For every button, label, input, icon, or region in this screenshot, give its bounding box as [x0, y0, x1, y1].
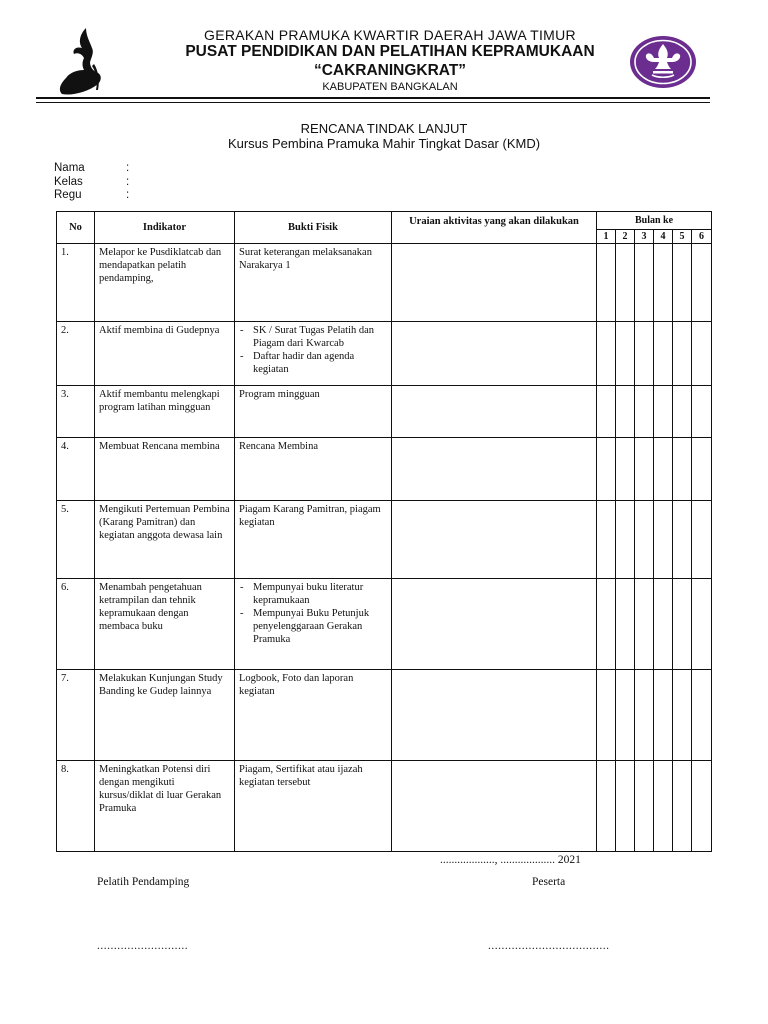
- cell-month[interactable]: [616, 386, 635, 438]
- header-month: 4: [654, 230, 673, 244]
- header-uraian: Uraian aktivitas yang akan dilakukan: [392, 212, 597, 244]
- cell-indikator: Aktif membina di Gudepnya: [95, 322, 235, 386]
- cell-no: 7.: [57, 670, 95, 761]
- bukti-item: - SK / Surat Tugas Pelatih dan Piagam dari Kwarcab: [239, 324, 387, 350]
- cell-month[interactable]: [635, 322, 654, 386]
- header-month: 2: [616, 230, 635, 244]
- cell-month[interactable]: [654, 670, 673, 761]
- cell-no: 5.: [57, 501, 95, 579]
- cell-uraian[interactable]: [392, 386, 597, 438]
- table-row: [57, 670, 712, 761]
- header-month: 5: [673, 230, 692, 244]
- cell-bukti: [235, 322, 392, 386]
- cell-bukti: Logbook, Foto dan laporan kegiatan: [235, 670, 392, 761]
- header-bukti-fisik: Bukti Fisik: [235, 212, 392, 244]
- cell-month[interactable]: [597, 386, 616, 438]
- cell-month[interactable]: [616, 438, 635, 501]
- header-organization: GERAKAN PRAMUKA KWARTIR DAERAH JAWA TIMUR: [204, 27, 576, 43]
- cell-month[interactable]: [597, 322, 616, 386]
- bukti-item: - Daftar hadir dan agenda kegiatan: [239, 350, 387, 376]
- cell-month[interactable]: [673, 244, 692, 322]
- header-center-name: PUSAT PENDIDIKAN DAN PELATIHAN KEPRAMUKAAN: [185, 43, 595, 60]
- cell-month[interactable]: [673, 438, 692, 501]
- cell-month[interactable]: [692, 670, 712, 761]
- cell-month[interactable]: [692, 579, 712, 670]
- cell-month[interactable]: [654, 244, 673, 322]
- cell-month[interactable]: [654, 322, 673, 386]
- page-title: RENCANA TINDAK LANJUT: [300, 121, 468, 136]
- cell-month[interactable]: [673, 579, 692, 670]
- cell-uraian[interactable]: [392, 322, 597, 386]
- cell-no: 4.: [57, 438, 95, 501]
- cell-month[interactable]: [597, 501, 616, 579]
- cell-month[interactable]: [673, 501, 692, 579]
- header-bulan-ke: Bulan ke: [597, 212, 712, 230]
- cell-month[interactable]: [692, 322, 712, 386]
- cell-month[interactable]: [692, 501, 712, 579]
- cell-no: 6.: [57, 579, 95, 670]
- signature-line-peserta: ....................................: [488, 940, 610, 952]
- table-row: [57, 501, 712, 579]
- cell-month[interactable]: [616, 761, 635, 852]
- cell-month[interactable]: [673, 670, 692, 761]
- bukti-item: - Mempunyai Buku Petunjuk penyelenggaraan Gerakan Pramuka: [239, 607, 387, 646]
- header-indikator: Indikator: [95, 212, 235, 244]
- cell-month[interactable]: [635, 386, 654, 438]
- cell-month[interactable]: [654, 501, 673, 579]
- cell-uraian[interactable]: [392, 579, 597, 670]
- cell-month[interactable]: [635, 670, 654, 761]
- identity-value: :: [126, 189, 130, 201]
- date-line: ..................., ................... 2021: [440, 854, 581, 866]
- identity-row-regu: [54, 189, 129, 203]
- cell-month[interactable]: [597, 244, 616, 322]
- plan-table: [56, 211, 712, 852]
- cell-month[interactable]: [597, 670, 616, 761]
- header-no: No: [57, 212, 95, 244]
- cell-month[interactable]: [673, 322, 692, 386]
- cell-indikator: Meningkatkan Potensi diri dengan mengikuti kursus/diklat di luar Gerakan Pramuka: [95, 761, 235, 852]
- cell-uraian[interactable]: [392, 761, 597, 852]
- table-row: [57, 386, 712, 438]
- cell-month[interactable]: [616, 244, 635, 322]
- cell-month[interactable]: [616, 501, 635, 579]
- bukti-item: - Mempunyai buku literatur kepramukaan: [239, 581, 387, 607]
- cell-month[interactable]: [635, 244, 654, 322]
- cell-month[interactable]: [635, 579, 654, 670]
- cell-month[interactable]: [692, 244, 712, 322]
- cell-month[interactable]: [616, 670, 635, 761]
- header-center-title: “CAKRANINGKRAT”: [313, 62, 467, 79]
- cell-indikator: Membuat Rencana membina: [95, 438, 235, 501]
- identity-label: Nama: [54, 162, 85, 174]
- table-row: [57, 438, 712, 501]
- cell-month[interactable]: [692, 438, 712, 501]
- page-subtitle: Kursus Pembina Pramuka Mahir Tingkat Dasar (KMD): [227, 136, 541, 151]
- identity-row-kelas: [54, 176, 129, 190]
- cell-indikator: Mengikuti Pertemuan Pembina (Karang Pamitran) dan kegiatan anggota dewasa lain: [95, 501, 235, 579]
- cell-indikator: Aktif membantu melengkapi program latihan mingguan: [95, 386, 235, 438]
- cell-month[interactable]: [654, 386, 673, 438]
- cell-indikator: Menambah pengetahuan ketrampilan dan tehnik kepramukaan dengan membaca buku: [95, 579, 235, 670]
- cell-month[interactable]: [597, 579, 616, 670]
- cell-indikator: Melapor ke Pusdiklatcab dan mendapatkan pelatih pendamping,: [95, 244, 235, 322]
- header-month: 1: [597, 230, 616, 244]
- signature-label-pelatih: Pelatih Pendamping: [97, 876, 190, 888]
- header-rule-thin: [36, 102, 710, 103]
- cell-bukti: Program mingguan: [235, 386, 392, 438]
- cell-no: 3.: [57, 386, 95, 438]
- cell-month[interactable]: [635, 761, 654, 852]
- identity-label: Regu: [54, 189, 82, 201]
- identity-label: Kelas: [54, 175, 83, 188]
- cell-month[interactable]: [597, 438, 616, 501]
- cell-uraian[interactable]: [392, 501, 597, 579]
- identity-value: :: [126, 175, 130, 188]
- cell-no: 8.: [57, 761, 95, 852]
- cell-uraian[interactable]: [392, 244, 597, 322]
- cell-month[interactable]: [597, 761, 616, 852]
- signature-line-pelatih: ...........................: [97, 940, 189, 952]
- cell-bukti: [235, 579, 392, 670]
- cell-month[interactable]: [654, 761, 673, 852]
- cell-month[interactable]: [673, 761, 692, 852]
- cell-no: 1.: [57, 244, 95, 322]
- table-row: [57, 322, 712, 386]
- header-month: 6: [692, 230, 712, 244]
- cell-indikator: Melakukan Kunjungan Study Banding ke Gudep lainnya: [95, 670, 235, 761]
- identity-fields: [54, 162, 129, 203]
- cell-bukti: Rencana Membina: [235, 438, 392, 501]
- cell-month[interactable]: [635, 438, 654, 501]
- identity-value: :: [126, 162, 130, 174]
- signature-label-peserta: Peserta: [532, 876, 566, 888]
- cell-uraian[interactable]: [392, 670, 597, 761]
- cell-month[interactable]: [673, 386, 692, 438]
- cell-month[interactable]: [654, 579, 673, 670]
- table-row: [57, 244, 712, 322]
- header-rule-thick: [36, 97, 710, 99]
- cell-bukti: Surat keterangan melaksanakan Narakarya 1: [235, 244, 392, 322]
- cell-month[interactable]: [616, 579, 635, 670]
- cell-month[interactable]: [654, 438, 673, 501]
- cell-uraian[interactable]: [392, 438, 597, 501]
- identity-row-nama: [54, 162, 129, 176]
- cell-month[interactable]: [616, 322, 635, 386]
- cell-month[interactable]: [635, 501, 654, 579]
- header-month: 3: [635, 230, 654, 244]
- table-row: [57, 761, 712, 852]
- cell-bukti: Piagam Karang Pamitran, piagam kegiatan: [235, 501, 392, 579]
- cell-bukti: Piagam, Sertifikat atau ijazah kegiatan tersebut: [235, 761, 392, 852]
- cell-no: 2.: [57, 322, 95, 386]
- header-regency: KABUPATEN BANGKALAN: [322, 81, 458, 93]
- cell-month[interactable]: [692, 761, 712, 852]
- table-row: [57, 579, 712, 670]
- cell-month[interactable]: [692, 386, 712, 438]
